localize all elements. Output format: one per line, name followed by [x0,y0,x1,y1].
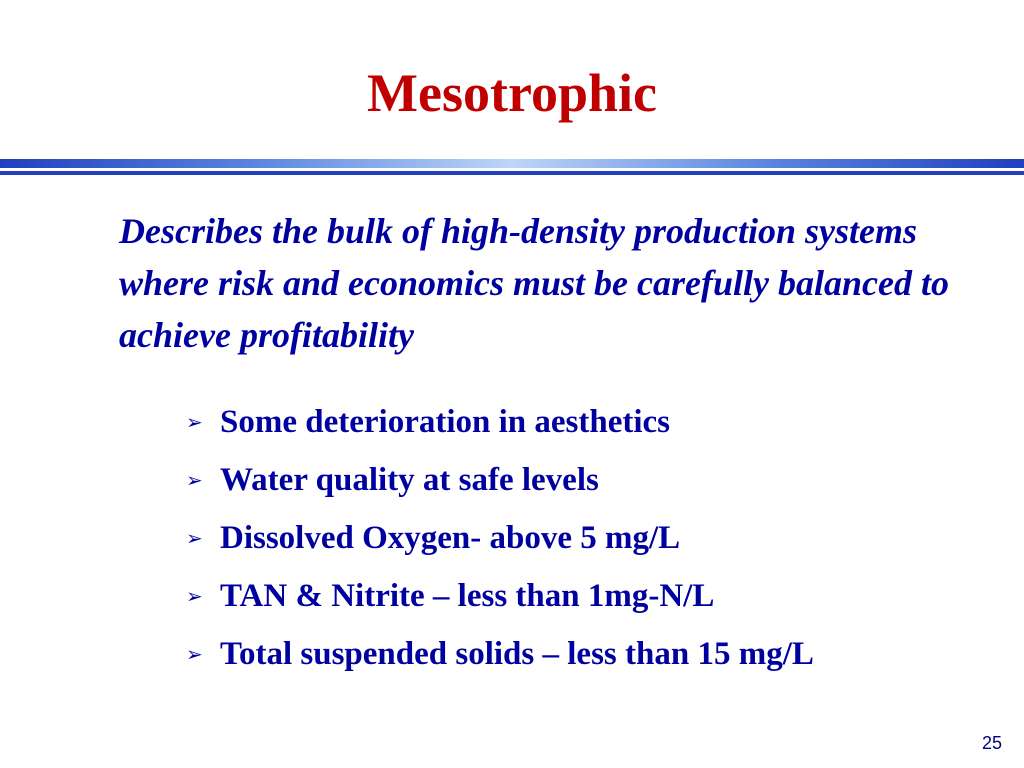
list-item [186,451,1006,509]
slide-title: Mesotrophic [367,63,657,123]
list-item [186,625,1006,683]
arrow-bullet-icon: ➢ [186,584,203,608]
arrow-bullet-icon: ➢ [186,468,203,492]
bullet-text: Some deterioration in aesthetics [220,403,670,440]
arrow-bullet-icon: ➢ [186,526,203,550]
list-item [186,393,1006,451]
bullet-text: Total suspended solids – less than 15 mg/L [220,635,814,672]
bullet-list [186,393,1006,683]
bullet-text: Water quality at safe levels [220,461,599,498]
list-item [186,509,1006,567]
divider-band-top [0,159,1024,168]
intro-paragraph: Describes the bulk of high-density production systems where risk and economics must be carefully balanced to achieve profitability [119,211,949,355]
bullet-text: TAN & Nitrite – less than 1mg-N/L [220,577,715,614]
arrow-bullet-icon: ➢ [186,410,203,434]
title-divider [0,157,1024,179]
divider-band-bottom [0,171,1024,175]
page-number: 25 [981,733,1002,753]
arrow-bullet-icon: ➢ [186,642,203,666]
bullet-text: Dissolved Oxygen- above 5 mg/L [220,519,681,556]
list-item [186,567,1006,625]
